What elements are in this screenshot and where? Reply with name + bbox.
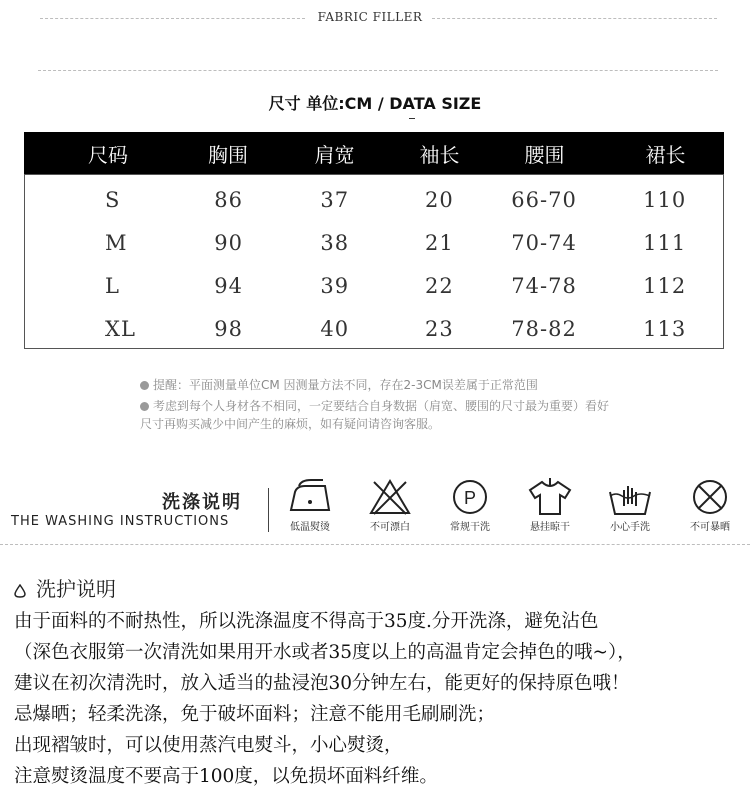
size-table: [24, 132, 724, 349]
care-label: 悬挂晾干: [530, 522, 570, 533]
hang-dry-icon: [526, 478, 574, 516]
table-cell: 22: [425, 273, 454, 298]
table-cell: 37: [320, 187, 350, 212]
table-cell: S: [105, 187, 121, 212]
section-divider: [0, 544, 750, 545]
header-length: 裙长: [645, 142, 686, 167]
care-label: 不可暴晒: [690, 522, 730, 533]
table-cell: 78-82: [511, 316, 577, 341]
care-line: 由于面料的不耐热性，所以洗涤温度不得高于35度.分开洗涤，避免沾色: [14, 611, 599, 632]
table-cell: 23: [425, 316, 454, 341]
hand-wash-icon: [606, 478, 654, 516]
table-cell: 86: [214, 187, 243, 212]
svg-text:P: P: [463, 488, 477, 508]
dry-clean-p-icon: [450, 478, 490, 516]
table-cell: 70-74: [511, 230, 577, 255]
table-row: [25, 264, 723, 307]
table-cell: 74-78: [511, 273, 577, 298]
table-cell: 38: [320, 230, 350, 255]
note-text: 考虑到每个人身材各不相同，一定要结合自身数据（肩宽、腰围的尺寸最为重要）看好尺寸再购买减少中间产生的麻烦，如有疑问请咨询客服。: [140, 399, 610, 431]
washing-title-en: THE WASHING INSTRUCTIONS: [11, 514, 230, 529]
table-row: [25, 178, 723, 221]
care-symbol-hang: [510, 478, 590, 533]
washing-title-cn: 洗涤说明: [162, 492, 242, 513]
table-cell: 98: [214, 316, 243, 341]
top-divider-right: [432, 18, 717, 19]
title-underline: [409, 118, 415, 119]
care-label: 常规干洗: [450, 522, 490, 533]
care-line: 注意熨烫温度不要高于100度，以免损坏面料纤维。: [14, 766, 438, 787]
care-title-text: 洗护说明: [36, 577, 116, 601]
table-header: [24, 132, 724, 174]
care-line: 出现褶皱时，可以使用蒸汽电熨斗，小心熨烫，: [14, 735, 403, 756]
top-divider-left: [40, 18, 305, 19]
table-cell: XL: [105, 316, 136, 341]
table-cell: 90: [214, 230, 243, 255]
care-line: 建议在初次清洗时，放入适当的盐浸泡30分钟左右，能更好的保持原色哦！: [14, 673, 630, 694]
table-row: [25, 221, 723, 264]
header-shoulder: 肩宽: [314, 142, 355, 167]
care-label: 不可漂白: [370, 522, 410, 533]
no-sun-dry-icon: [690, 478, 730, 516]
table-cell: 111: [643, 230, 687, 255]
table-cell: 20: [425, 187, 454, 212]
washing-divider: [268, 488, 269, 532]
care-instructions: [14, 606, 744, 792]
care-symbol-bleach: [350, 478, 430, 533]
table-cell: 94: [214, 273, 243, 298]
header-bust: 胸围: [208, 142, 248, 167]
table-cell: M: [105, 230, 128, 255]
table-cell: 21: [425, 230, 454, 255]
header-waist: 腰围: [524, 142, 565, 167]
care-symbol-dryclean: [430, 478, 510, 533]
header-sleeve: 袖长: [419, 142, 460, 167]
table-body: [24, 174, 724, 349]
measurement-note: [140, 376, 538, 394]
table-cell: 66-70: [511, 187, 577, 212]
bullet-icon: [140, 381, 149, 390]
table-cell: 40: [320, 316, 350, 341]
table-row: [25, 307, 723, 350]
header-size: 尺码: [88, 142, 128, 167]
water-drop-icon: [14, 584, 26, 598]
table-cell: L: [105, 273, 120, 298]
size-chart-title: 尺寸 单位:CM / DATA SIZE: [268, 94, 482, 113]
bullet-icon: [140, 402, 149, 411]
care-symbol-handwash: [590, 478, 670, 533]
care-symbol-sun: [670, 478, 750, 533]
section-divider: [38, 70, 718, 71]
care-label: 小心手洗: [610, 522, 650, 533]
care-line: 忌爆晒；轻柔洗涤，免于破坏面料；注意不能用毛刷刷洗；: [14, 704, 496, 725]
no-bleach-icon: [368, 478, 412, 516]
care-symbol-iron: [270, 478, 350, 533]
fabric-label: FABRIC FILLER: [317, 10, 423, 24]
low-temp-iron-icon: [285, 478, 335, 516]
note-text: 提醒：平面测量单位CM 因测量方法不同，存在2-3CM误差属于正常范围: [153, 378, 538, 392]
care-line: （深色衣服第一次清洗如果用开水或者35度以上的高温肯定会掉色的哦~），: [14, 642, 636, 663]
table-cell: 39: [320, 273, 350, 298]
table-cell: 112: [643, 273, 687, 298]
care-title: [14, 573, 116, 602]
table-cell: 110: [643, 187, 687, 212]
table-cell: 113: [643, 316, 687, 341]
fit-note: [140, 397, 615, 433]
care-label: 低温熨烫: [290, 522, 330, 533]
